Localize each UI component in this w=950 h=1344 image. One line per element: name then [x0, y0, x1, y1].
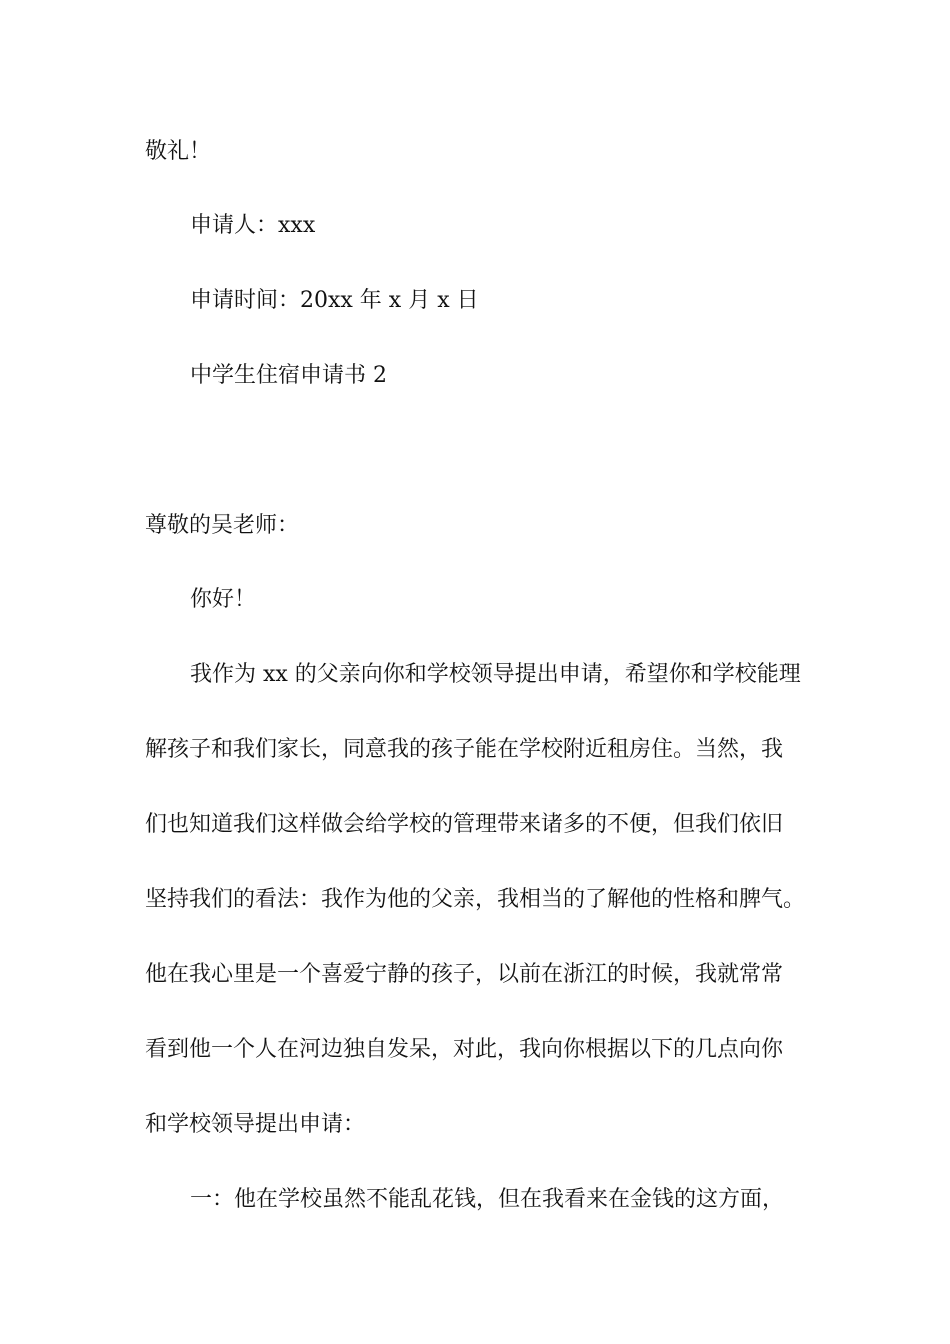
body-line: 们也知道我们这样做会给学校的管理带来诸多的不便，但我们依旧	[145, 812, 784, 837]
section-title: 中学生住宿申请书 2	[190, 363, 387, 388]
body-line: 解孩子和我们家长，同意我的孩子能在学校附近租房住。当然，我	[145, 737, 784, 762]
applicant-line: 申请人：xxx	[190, 213, 316, 238]
closing-line: 敬礼！	[145, 139, 212, 164]
body-line: 坚持我们的看法：我作为他的父亲，我相当的了解他的性格和脾气。	[145, 887, 806, 912]
body-line: 他在我心里是一个喜爱宁静的孩子，以前在浙江的时候，我就常常	[145, 962, 784, 987]
body-line: 和学校领导提出申请：	[145, 1112, 366, 1137]
greeting-line: 你好！	[190, 587, 257, 612]
point-one-line: 一：他在学校虽然不能乱花钱，但在我看来在金钱的这方面，	[190, 1187, 785, 1212]
date-line: 申请时间：20xx 年 x 月 x 日	[190, 288, 479, 313]
body-line: 我作为 xx 的父亲向你和学校领导提出申请，希望你和学校能理	[190, 662, 801, 687]
salutation-line: 尊敬的吴老师：	[145, 513, 300, 538]
body-line: 看到他一个人在河边独自发呆，对此，我向你根据以下的几点向你	[145, 1037, 784, 1062]
